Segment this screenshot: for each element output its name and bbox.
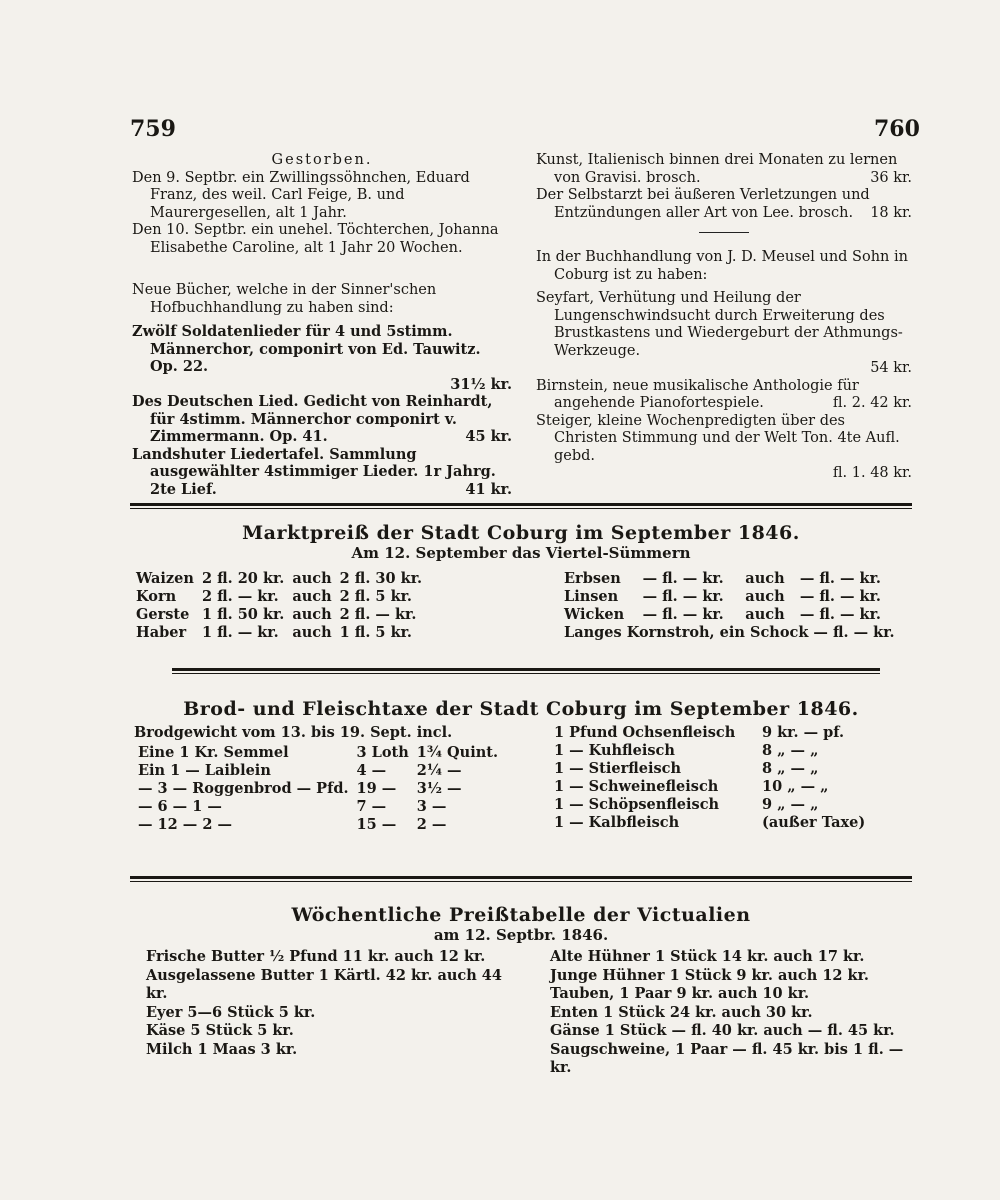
book-price: 31½ kr. bbox=[450, 375, 512, 393]
page-number-left: 759 bbox=[130, 116, 176, 142]
table-row bbox=[134, 744, 502, 762]
table-row bbox=[550, 742, 869, 760]
table-cell: 1 — Kalbfleisch bbox=[554, 814, 680, 831]
table-row bbox=[560, 570, 899, 588]
table-row bbox=[132, 606, 426, 624]
book-item bbox=[536, 187, 912, 222]
book-price: 45 kr. bbox=[465, 428, 512, 445]
new-books-intro: Neue Bücher, welche in der Sinner'schen Hofbuchhandlung zu haben sind: bbox=[132, 282, 437, 316]
list-item: Tauben, 1 Paar 9 kr. auch 10 kr. bbox=[550, 985, 810, 1002]
list-item: Saugschweine, 1 Paar — fl. 45 kr. bis 1 fl. — kr. bbox=[550, 1040, 904, 1076]
weekly-list-left bbox=[146, 948, 526, 1059]
table-cell: 1 fl. 5 kr. bbox=[339, 624, 412, 641]
list-item: Ausgelassene Butter 1 Kärtl. 42 kr. auch 44 kr. bbox=[146, 966, 502, 1002]
book-item bbox=[132, 323, 512, 393]
book-text: Der Selbstarzt bei äußeren Verletzungen und Entzündungen aller Art von Lee. brosch. bbox=[536, 187, 870, 221]
table-cell: auch bbox=[745, 570, 785, 587]
list-item: Gänse 1 Stück — fl. 40 kr. auch — fl. 45 kr. bbox=[550, 1022, 895, 1039]
table-cell: 2 fl. 5 kr. bbox=[339, 588, 412, 605]
table-cell: 9 „ — „ bbox=[762, 796, 819, 813]
market-subtitle: Am 12. September das Viertel-Sümmern bbox=[351, 544, 691, 562]
table-row bbox=[550, 796, 869, 814]
book-text: Zwölf Soldatenlieder für 4 und 5stimm. Männerchor, componirt von Ed. Tauwitz. Op. 22. bbox=[132, 323, 481, 375]
table-cell: Waizen bbox=[136, 570, 194, 587]
table-cell: (außer Taxe) bbox=[762, 814, 866, 831]
table-cell: 8 „ — „ bbox=[762, 760, 819, 777]
table-cell: 9 kr. — pf. bbox=[762, 724, 845, 741]
weekly-section bbox=[130, 904, 912, 1076]
table-row bbox=[560, 606, 899, 624]
table-cell: 1 — Schöpsenfleisch bbox=[554, 796, 720, 813]
bread-table bbox=[134, 744, 502, 834]
table-cell: 8 „ — „ bbox=[762, 742, 819, 759]
bread-section bbox=[130, 700, 912, 864]
table-cell: auch bbox=[292, 606, 332, 623]
table-cell: 4 — bbox=[356, 762, 387, 779]
book-text: Landshuter Liedertafel. Sammlung ausgewählter 4stimmiger Lieder. 1r Jahrg. 2te Lief. bbox=[132, 445, 496, 498]
book-price: fl. 1. 48 kr. bbox=[832, 465, 912, 481]
table-cell: auch bbox=[745, 606, 785, 623]
table-cell: 1 fl. — kr. bbox=[201, 624, 279, 641]
market-table-right bbox=[560, 570, 899, 642]
deaths-heading: Gestorben. bbox=[271, 152, 373, 168]
table-cell: — fl. — kr. bbox=[642, 570, 724, 587]
table-row bbox=[132, 570, 426, 588]
market-table-left bbox=[132, 570, 426, 642]
table-row bbox=[134, 798, 502, 816]
table-cell: — 6 — 1 — bbox=[138, 798, 222, 815]
page-number-right: 760 bbox=[874, 116, 920, 142]
list-item: Junge Hühner 1 Stück 9 kr. auch 12 kr. bbox=[550, 966, 869, 984]
book-text: Kunst, Italienisch binnen drei Monaten zu lernen von Gravisi. brosch. bbox=[536, 152, 898, 186]
table-cell: 1 — Schweinefleisch bbox=[554, 778, 719, 795]
book-price: fl. 2. 42 kr. bbox=[832, 395, 912, 411]
table-row bbox=[134, 816, 502, 834]
table-cell: — fl. — kr. bbox=[799, 588, 881, 605]
table-cell: 1 Pfund Ochsenfleisch bbox=[554, 724, 736, 741]
list-item: Enten 1 Stück 24 kr. auch 30 kr. bbox=[550, 1003, 813, 1021]
table-cell: Wicken bbox=[564, 606, 625, 623]
left-column bbox=[132, 152, 512, 498]
book-text: Des Deutschen Lied. Gedicht von Reinhardt, für 4stimm. Männerchor componirt v. Zimmermann. Op. 41. bbox=[132, 393, 493, 445]
table-cell: Erbsen bbox=[564, 570, 621, 587]
table-cell: — 12 — 2 — bbox=[138, 816, 232, 833]
table-cell: 2 fl. 20 kr. bbox=[201, 570, 285, 587]
book-text: Steiger, kleine Wochenpredigten über des Christen Stimmung und der Welt Ton. 4te Aufl. gebd. bbox=[536, 412, 900, 464]
list-item: Käse 5 Stück 5 kr. bbox=[146, 1022, 294, 1039]
table-cell: 2 fl. — kr. bbox=[339, 606, 417, 623]
table-cell: Eine 1 Kr. Semmel bbox=[138, 744, 289, 761]
table-cell: 10 „ — „ bbox=[762, 778, 829, 795]
bread-weights bbox=[134, 724, 534, 834]
table-row bbox=[134, 762, 502, 780]
weekly-title: Wöchentliche Preißtabelle der Victualien bbox=[291, 904, 751, 926]
book-item bbox=[536, 378, 912, 413]
table-cell: auch bbox=[292, 624, 332, 641]
table-cell: 7 — bbox=[356, 798, 387, 815]
table-cell: 1 fl. 50 kr. bbox=[201, 606, 285, 623]
book-item bbox=[132, 393, 512, 446]
bread-weight-header: Brodgewicht vom 13. bis 19. Sept. incl. bbox=[134, 724, 453, 741]
book-price: 36 kr. bbox=[870, 169, 912, 186]
table-cell: 3 Loth bbox=[356, 744, 409, 761]
death-entry: Den 9. Septbr. ein Zwillingssöhnchen, Eduard Franz, des weil. Carl Feige, B. und Maurergesellen, alt 1 Jahr. bbox=[132, 169, 470, 221]
book-item bbox=[536, 413, 912, 483]
book-price: 18 kr. bbox=[870, 204, 912, 221]
meat-table bbox=[550, 724, 869, 832]
weekly-list-right bbox=[550, 948, 912, 1078]
table-cell: — fl. — kr. bbox=[642, 606, 724, 623]
table-cell: 1 — Kuhfleisch bbox=[554, 742, 675, 759]
table-cell: Haber bbox=[136, 624, 187, 641]
table-cell: — fl. — kr. bbox=[799, 570, 881, 587]
book-item bbox=[132, 446, 512, 499]
book-item bbox=[536, 152, 912, 187]
table-cell: 15 — bbox=[356, 816, 397, 833]
death-entry: Den 10. Septbr. ein unehel. Töchterchen, Johanna Elisabethe Caroline, alt 1 Jahr 20 Wochen. bbox=[132, 222, 499, 256]
table-cell: — fl. — kr. bbox=[642, 588, 724, 605]
table-row bbox=[550, 778, 869, 796]
book-text: Birnstein, neue musikalische Anthologie für angehende Pianofortespiele. bbox=[536, 377, 859, 411]
table-cell: Gerste bbox=[136, 606, 190, 623]
right-column bbox=[536, 152, 912, 483]
book-price: 54 kr. bbox=[870, 360, 912, 376]
market-title: Marktpreiß der Stadt Coburg im September 1846. bbox=[242, 522, 800, 544]
table-cell: 2¼ — bbox=[416, 762, 462, 779]
list-item: Alte Hühner 1 Stück 14 kr. auch 17 kr. bbox=[550, 948, 865, 965]
book-price: 41 kr. bbox=[465, 480, 512, 498]
table-cell: Linsen bbox=[564, 588, 619, 605]
list-item: Eyer 5—6 Stück 5 kr. bbox=[146, 1003, 316, 1021]
section-rule bbox=[172, 668, 880, 671]
separator-rule bbox=[699, 232, 749, 233]
table-cell: 2 fl. 30 kr. bbox=[339, 570, 423, 587]
table-cell: 3½ — bbox=[416, 780, 462, 797]
table-cell: — fl. — kr. bbox=[799, 606, 881, 623]
table-row bbox=[132, 624, 426, 642]
table-row bbox=[560, 624, 899, 642]
table-row bbox=[550, 814, 869, 832]
table-cell: 19 — bbox=[356, 780, 397, 797]
section-rule bbox=[130, 876, 912, 879]
market-section bbox=[130, 524, 912, 650]
table-row bbox=[560, 588, 899, 606]
table-cell: auch bbox=[745, 588, 785, 605]
table-cell: 2 — bbox=[416, 816, 447, 833]
table-cell: 2 fl. — kr. bbox=[201, 588, 279, 605]
book-item bbox=[536, 290, 912, 378]
weekly-subtitle: am 12. Septbr. 1846. bbox=[433, 926, 609, 944]
table-row bbox=[550, 724, 869, 742]
book-text: Seyfart, Verhütung und Heilung der Lungenschwindsucht durch Erweiterung des Brustkastens und Wiedergeburt der Athmungs-Werkzeuge. bbox=[536, 290, 903, 359]
table-cell: 1¾ Quint. bbox=[416, 744, 498, 761]
table-cell: Ein 1 — Laiblein bbox=[138, 762, 271, 779]
table-row bbox=[550, 760, 869, 778]
bread-title: Brod- und Fleischtaxe der Stadt Coburg im September 1846. bbox=[183, 698, 859, 720]
table-cell: 3 — bbox=[416, 798, 447, 815]
list-item: Milch 1 Maas 3 kr. bbox=[146, 1040, 298, 1058]
table-cell: Korn bbox=[136, 588, 177, 605]
table-cell: — 3 — Roggenbrod — Pfd. bbox=[138, 780, 349, 797]
list-item: Frische Butter ½ Pfund 11 kr. auch 12 kr. bbox=[146, 948, 486, 965]
table-row bbox=[134, 780, 502, 798]
table-cell: 1 — Stierfleisch bbox=[554, 760, 682, 777]
meusel-intro: In der Buchhandlung von J. D. Meusel und Sohn in Coburg ist zu haben: bbox=[536, 249, 908, 283]
section-rule bbox=[130, 503, 912, 506]
table-cell: auch bbox=[292, 588, 332, 605]
table-row bbox=[132, 588, 426, 606]
straw-price: Langes Kornstroh, ein Schock — fl. — kr. bbox=[564, 624, 895, 641]
table-cell: auch bbox=[292, 570, 332, 587]
